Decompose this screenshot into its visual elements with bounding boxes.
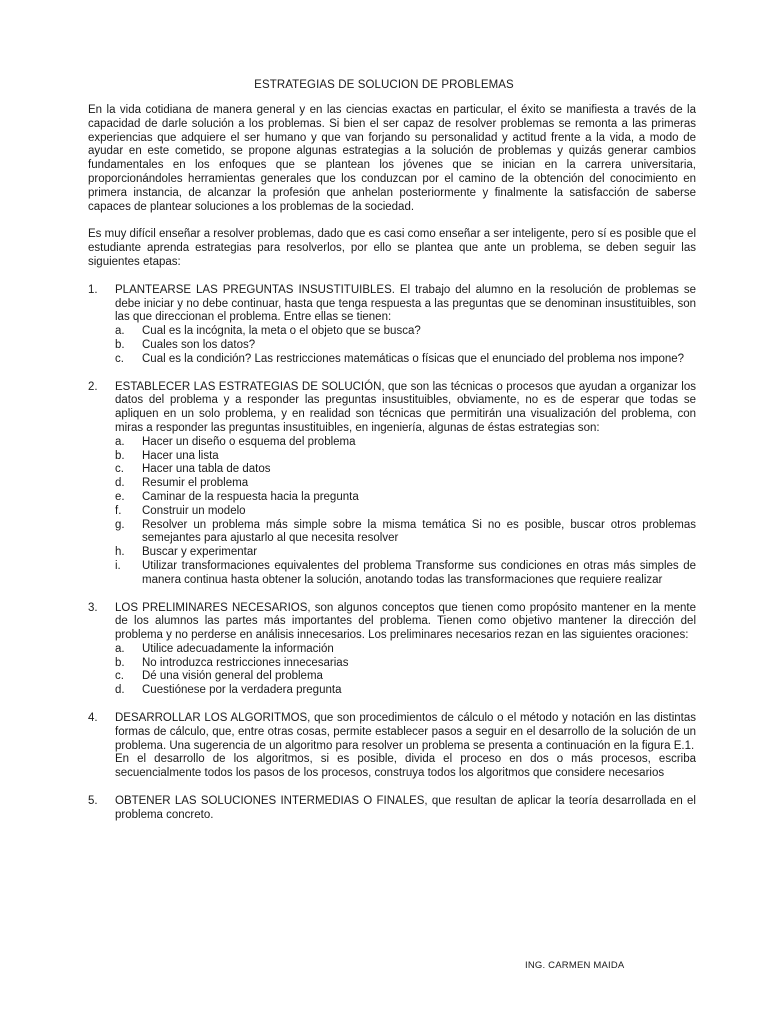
sub-item: [115, 505, 696, 519]
sub-item-letter: e.: [115, 490, 125, 503]
step-item-4: [88, 712, 696, 781]
sub-item-text: No introduzca restricciones innecesarias: [142, 656, 349, 669]
sub-item-letter: b.: [115, 338, 125, 351]
sub-item-text: Buscar y experimentar: [142, 546, 258, 559]
sub-item-text: Utilice adecuadamente la información: [142, 642, 334, 655]
sub-item-text: Hacer una lista: [142, 449, 219, 462]
step-text: PLANTEARSE LAS PREGUNTAS INSUSTITUIBLES. El trabajo del alumno en la resolución de problemas se debe iniciar y no debe continuar, hasta que tenga respuesta a las preguntas que se denominan insustituibles, son las que direccionan el problema. Entre ellas se tienen:: [115, 283, 696, 324]
sub-item-text: Hacer un diseño o esquema del problema: [142, 435, 356, 448]
step-item-2: [88, 381, 696, 588]
steps-list: [88, 284, 696, 823]
step-number: 5.: [88, 795, 98, 808]
step-text: DESARROLLAR LOS ALGORITMOS, que son procedimientos de cálculo o el método y notación en las distintas formas de cálculo, que, entre otras cosas, permite establecer pasos a seguir en el desarrollo de la solución de un problema. Una sugerencia de un algoritmo para resolver un problema se presenta a continuación en la figura E.1.: [115, 712, 696, 752]
sub-item-text: Resolver un problema más simple sobre la misma temática Si no es posible, buscar otros problemas semejantes para ajustarlo al que necesita resolver: [142, 518, 696, 545]
footer-author: ING. CARMEN MAIDA: [525, 960, 625, 971]
sub-item-text: Resumir el problema: [142, 477, 249, 490]
sub-item: [115, 325, 696, 339]
sub-item-letter: c.: [115, 352, 124, 365]
sub-item: [115, 491, 696, 505]
step-number: 4.: [88, 712, 98, 725]
step-extra-text: En el desarrollo de los algoritmos, si es posible, divida el proceso en dos o más procesos, escriba secuencialmente todos los pasos de los procesos, construya todos los algoritmos que considere necesarios: [115, 753, 696, 780]
document-body: [88, 104, 696, 837]
sub-item-letter: c.: [115, 670, 124, 683]
sub-item-letter: h.: [115, 546, 125, 559]
sub-item-text: Cual es la condición? Las restricciones matemáticas o físicas que el enunciado del problema nos impone?: [142, 352, 685, 365]
sub-item: [115, 657, 696, 671]
sub-item: [115, 546, 696, 560]
sub-item-text: Cuales son los datos?: [142, 338, 256, 351]
sub-item-letter: d.: [115, 477, 125, 490]
sub-item: [115, 450, 696, 464]
sub-item: [115, 684, 696, 698]
sub-item-text: Utilizar transformaciones equivalentes del problema Transforme sus condiciones en otras más simples de manera continua hasta obtener la solución, anotando todas las transformaciones que requiere realizar: [142, 559, 696, 586]
sub-item: [115, 519, 696, 547]
sub-item-letter: a.: [115, 325, 125, 338]
step-item-5: [88, 795, 696, 823]
step-text: LOS PRELIMINARES NECESARIOS, son algunos conceptos que tienen como propósito mantener en la mente de los alumnos las partes más importantes del problema. Tienen como objetivo mantener la dirección del problema y no perderse en análisis innecesarios. Los preliminares necesarios rezan en las siguientes oraciones:: [115, 601, 696, 642]
sub-item: [115, 643, 696, 657]
sub-item-text: Cuestiónese por la verdadera pregunta: [142, 684, 342, 697]
step-content: [115, 712, 696, 781]
step-content: [115, 602, 696, 699]
sub-item: [115, 339, 696, 353]
step-number: 3.: [88, 601, 98, 614]
step-content: [115, 381, 696, 588]
page-title: ESTRATEGIAS DE SOLUCION DE PROBLEMAS: [254, 79, 514, 91]
step-content: [115, 795, 696, 823]
sub-item-text: Construir un modelo: [142, 504, 246, 517]
step-item-3: [88, 602, 696, 699]
step-number: 2.: [88, 380, 98, 393]
sub-item-letter: a.: [115, 642, 125, 655]
sub-item: [115, 670, 696, 684]
sub-item-text: Dé una visión general del problema: [142, 670, 323, 683]
step-content: [115, 284, 696, 367]
sub-item-letter: g.: [115, 518, 125, 531]
sub-item-letter: i.: [115, 559, 121, 572]
sub-item: [115, 353, 696, 367]
sub-item-text: Caminar de la respuesta hacia la pregunta: [142, 490, 359, 503]
sub-item-text: Cual es la incógnita, la meta o el objeto que se busca?: [142, 325, 421, 338]
sub-item-letter: b.: [115, 656, 125, 669]
sub-item-letter: b.: [115, 449, 125, 462]
step-item-1: [88, 284, 696, 367]
sub-item-letter: d.: [115, 684, 125, 697]
sub-item: [115, 463, 696, 477]
sub-item-text: Hacer una tabla de datos: [142, 463, 271, 476]
sub-item-letter: c.: [115, 463, 124, 476]
sub-item: [115, 560, 696, 588]
step-text: ESTABLECER LAS ESTRATEGIAS DE SOLUCIÓN, que son las técnicas o procesos que ayudan a organizar los datos del problema y a responder las preguntas insustituibles, obviamente, no es de esperar que todas se apliquen en un solo problema, y en realidad son técnicas que permitirán una visualización del problema, con miras a responder las preguntas insustituibles, en ingeniería, algunas de éstas estrategias son:: [115, 380, 696, 434]
sub-item-letter: a.: [115, 435, 125, 448]
step-text: OBTENER LAS SOLUCIONES INTERMEDIAS O FINALES, que resultan de aplicar la teoría desarrollada en el problema concreto.: [115, 795, 696, 821]
intro-paragraph-1: En la vida cotidiana de manera general y en las ciencias exactas en particular, el éxito se manifiesta a través de la capacidad de darle solución a los problemas. Si bien el ser capaz de resolver problemas se remonta a las primeras experiencias que adquiere el ser humano y que van forjando su personalidad y actitud frente a la vida, a modo de ayudar en este cometido, se propone algunas estrategias a la solución de problemas y quizás generar cambios fundamentales en los enfoques que se plantean los jóvenes que se inician en la carrera universitaria, proporcionándoles herramientas generales que los conduzcan por el camino de la obtención del conocimiento en primera instancia, de alcanzar la profesión que anhelan posteriormente y finalmente la satisfacción de saberse capaces de plantear soluciones a los problemas de la sociedad.: [88, 104, 696, 213]
sub-item: [115, 477, 696, 491]
sub-item: [115, 436, 696, 450]
sub-item-letter: f.: [115, 504, 122, 517]
intro-paragraph-2: Es muy difícil enseñar a resolver problemas, dado que es casi como enseñar a ser inteligente, pero sí es posible que el estudiante aprenda estrategias para resolverlos, por ello se plantea que ante un problema, se deben seguir las siguientes etapas:: [88, 228, 696, 268]
step-number: 1.: [88, 283, 98, 296]
